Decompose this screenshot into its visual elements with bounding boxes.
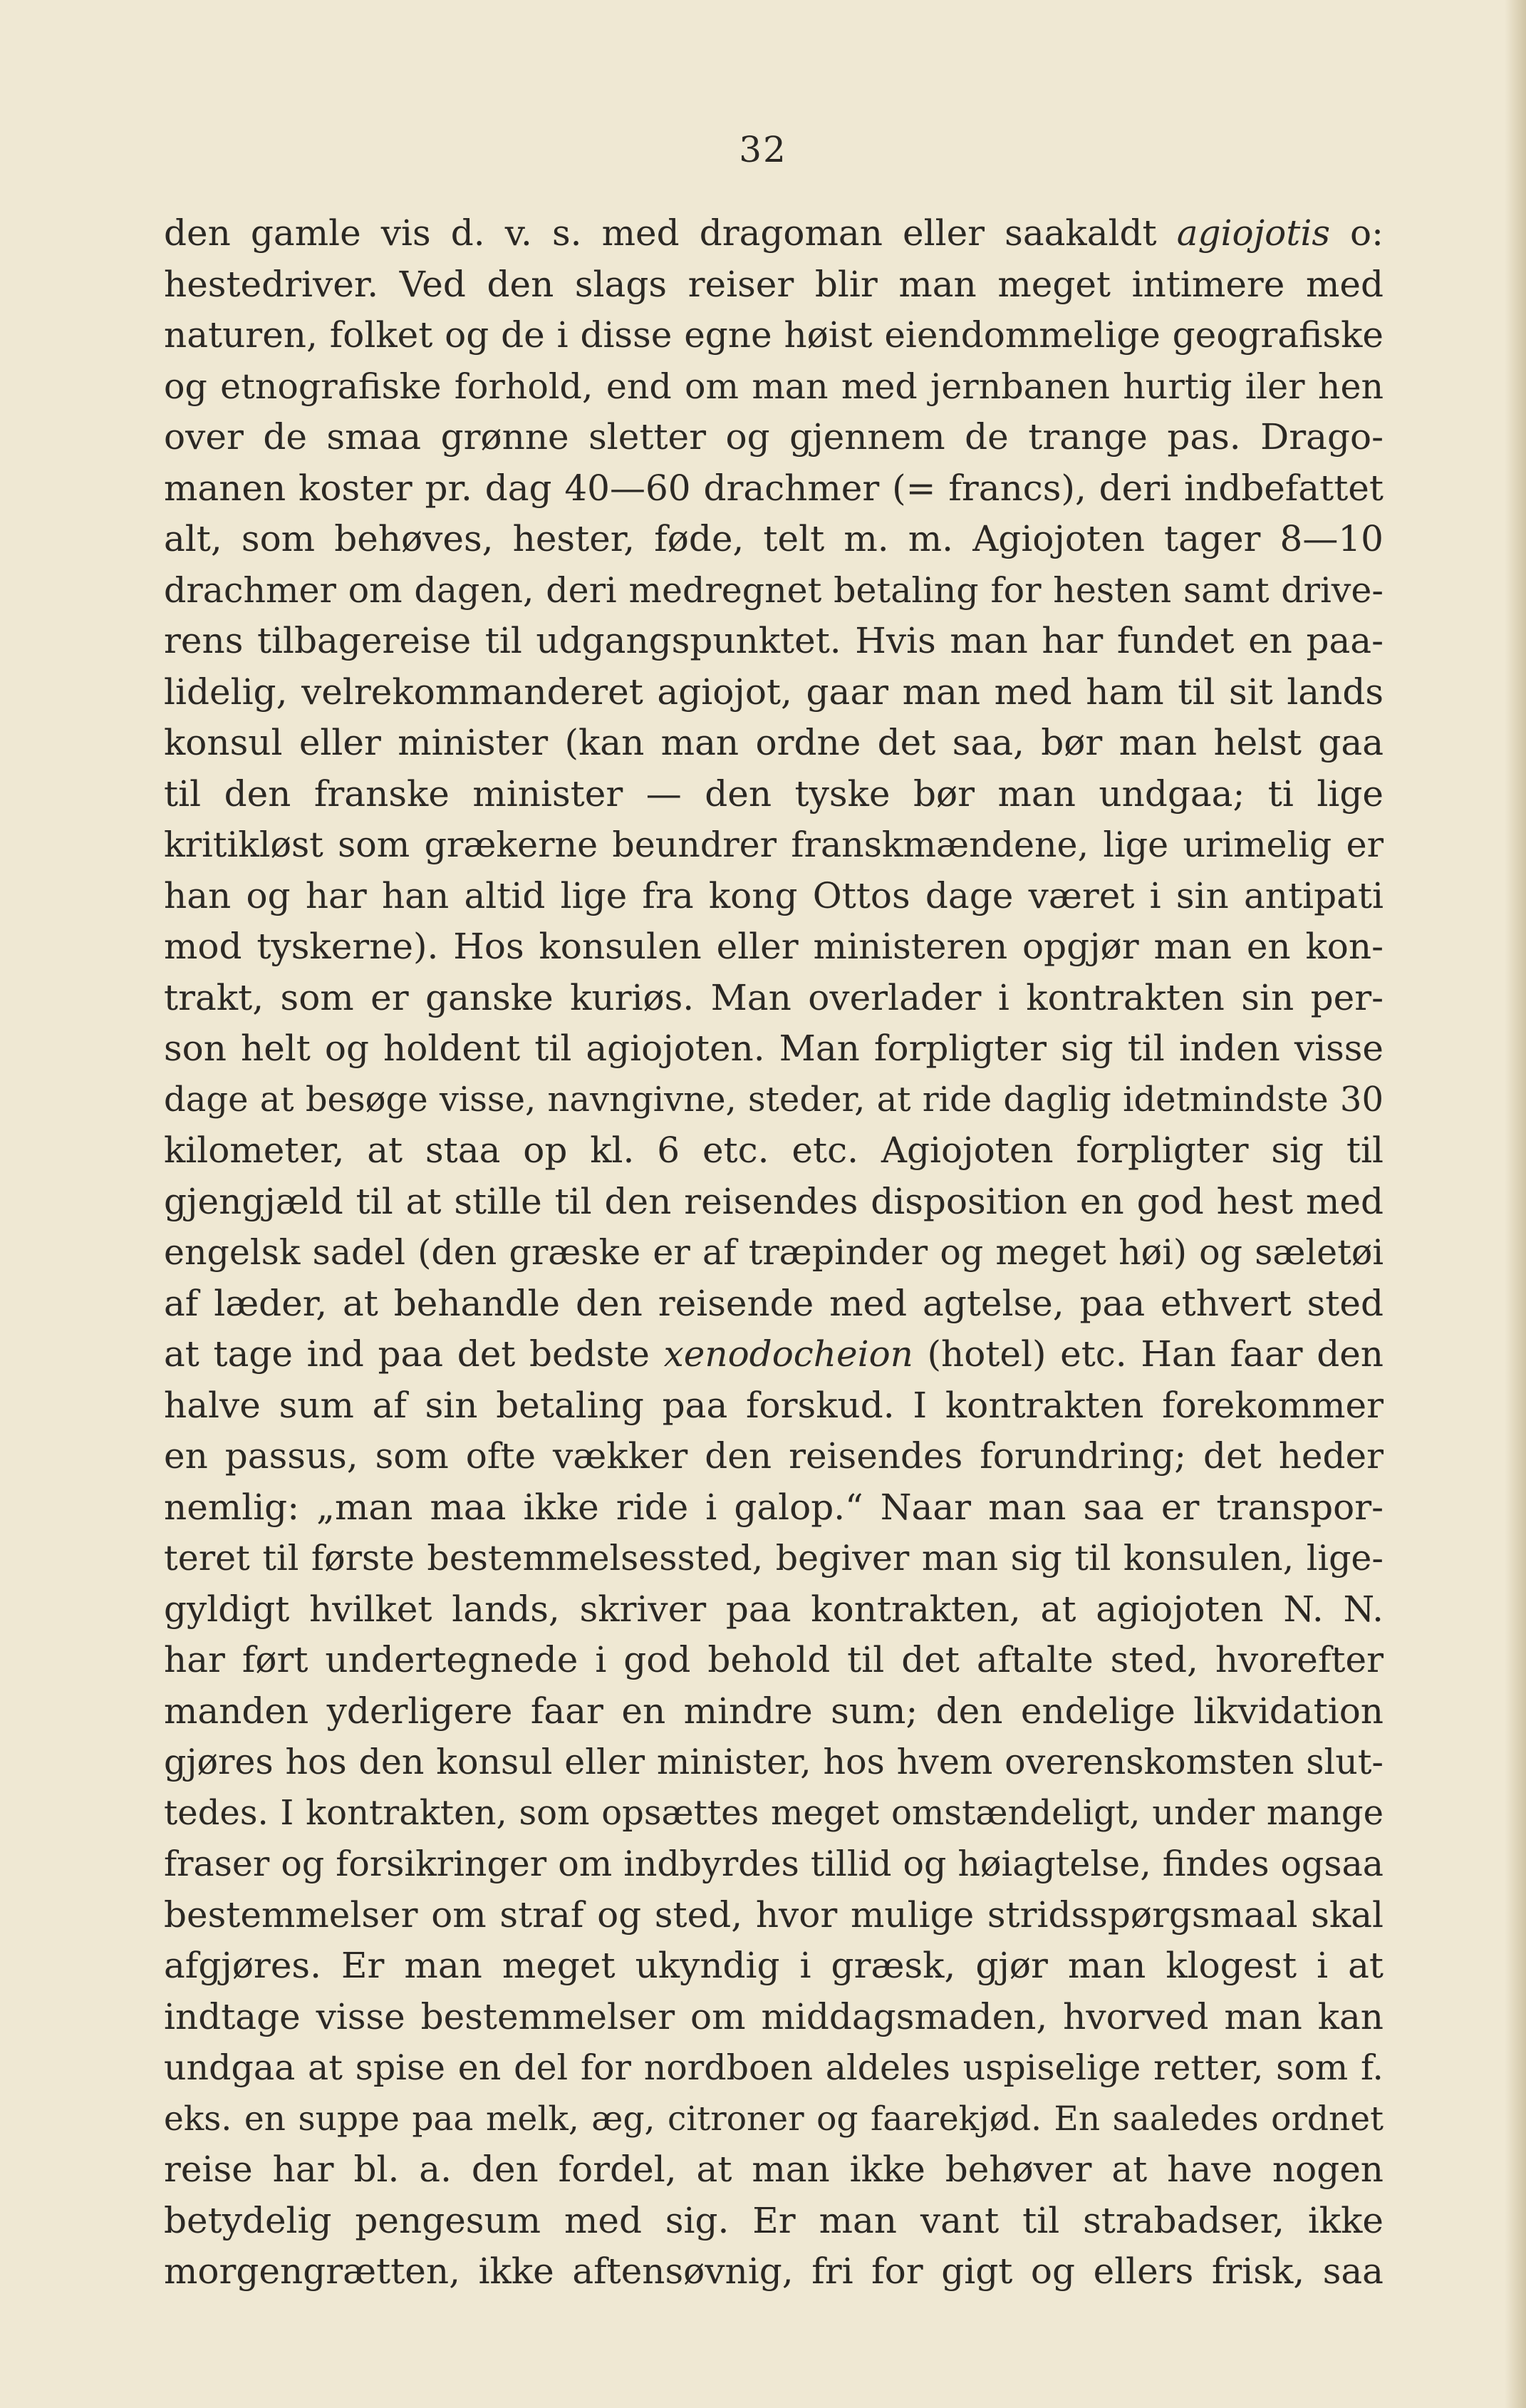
text-line: gjøres hos den konsul eller minister, hos hvem overenskomsten slut-	[164, 1742, 1384, 1782]
body-text	[164, 208, 1384, 2298]
text-line: alt, som behøves, hester, føde, telt m. m. Agiojoten tager 8—10	[164, 518, 1384, 559]
text-line: eks. en suppe paa melk, æg, citroner og faarekjød. En saaledes ordnet	[164, 2099, 1384, 2139]
text-line: indtage visse bestemmelser om middagsmaden, hvorved man kan	[164, 1995, 1384, 2037]
text-line: dage at besøge visse, navngivne, steder, at ride daglig idetmindste 30	[164, 1079, 1384, 1120]
text-line: naturen, folket og de i disse egne høist eiendommelige geografiske	[164, 314, 1384, 356]
text-line: reise har bl. a. den fordel, at man ikke behøver at have nogen	[164, 2149, 1384, 2190]
text-line: den gamle vis d. v. s. med dragoman eller saakaldt agiojotis o:	[164, 212, 1384, 254]
text-line: tedes. I kontrakten, som opsættes meget omstændeligt, under mange	[164, 1792, 1384, 1833]
text-line: rens tilbagereise til udgangspunktet. Hvis man har fundet en paa-	[164, 620, 1384, 661]
text-line: manden yderligere faar en mindre sum; den endelige likvidation	[164, 1690, 1384, 1732]
text-line: en passus, som ofte vækker den reisendes forundring; det heder	[164, 1435, 1384, 1477]
text-line: konsul eller minister (kan man ordne det saa, bør man helst gaa	[164, 722, 1384, 763]
text-line: lidelig, velrekommanderet agiojot, gaar man med ham til sit lands	[164, 671, 1384, 713]
text-line: fraser og forsikringer om indbyrdes tillid og høiagtelse, findes ogsaa	[164, 1844, 1384, 1884]
text-line: hestedriver. Ved den slags reiser blir man meget intimere med	[164, 263, 1384, 305]
text-line: bestemmelser om straf og sted, hvor mulige stridsspørgsmaal skal	[164, 1893, 1384, 1936]
text-line: gyldigt hvilket lands, skriver paa kontrakten, at agiojoten N. N.	[164, 1588, 1384, 1630]
text-line: teret til første bestemmelsessted, begiver man sig til konsulen, lige-	[164, 1538, 1384, 1578]
text-line: halve sum af sin betaling paa forskud. I kontrakten forekommer	[164, 1384, 1384, 1426]
text-line: undgaa at spise en del for nordboen aldeles uspiselige retter, som f.	[164, 2047, 1384, 2088]
text-line: gjengjæld til at stille til den reisendes disposition en god hest med	[164, 1180, 1384, 1222]
text-line: og etnografiske forhold, end om man med jernbanen hurtig iler hen	[164, 366, 1384, 407]
text-line: mod tyskerne). Hos konsulen eller ministeren opgjør man en kon-	[164, 926, 1384, 967]
text-line: af læder, at behandle den reisende med agtelse, paa ethvert sted	[164, 1282, 1384, 1324]
text-line: kritikløst som grækerne beundrer franskmændene, lige urimelig er	[164, 825, 1384, 865]
text-line: at tage ind paa det bedste xenodocheion (hotel) etc. Han faar den	[164, 1333, 1384, 1375]
text-line: kilometer, at staa op kl. 6 etc. etc. Agiojoten forpligter sig til	[164, 1130, 1384, 1171]
text-line: morgengrætten, ikke aftensøvnig, fri for gigt og ellers frisk, saa	[164, 2251, 1384, 2292]
text-line: engelsk sadel (den græske er af træpinder og meget høi) og sæletøi	[164, 1232, 1384, 1273]
text-line: manen koster pr. dag 40—60 drachmer (= francs), deri indbefattet	[164, 467, 1384, 509]
text-line: han og har han altid lige fra kong Ottos dage været i sin antipati	[164, 874, 1384, 916]
text-line: drachmer om dagen, deri medregnet betaling for hesten samt drive-	[164, 569, 1384, 611]
text-line: har ført undertegnede i god behold til det aftalte sted, hvorefter	[164, 1639, 1384, 1680]
text-line: betydelig pengesum med sig. Er man vant til strabadser, ikke	[164, 2199, 1384, 2241]
text-line: son helt og holdent til agiojoten. Man forpligter sig til inden visse	[164, 1028, 1384, 1069]
text-line: afgjøres. Er man meget ukyndig i græsk, gjør man klogest i at	[164, 1945, 1384, 1986]
text-line: nemlig: „man maa ikke ride i galop.“ Naar man saa er transpor-	[164, 1486, 1384, 1528]
page-number: 32	[739, 129, 787, 170]
text-line: til den franske minister — den tyske bør man undgaa; ti lige	[164, 772, 1384, 815]
text-line: trakt, som er ganske kuriøs. Man overlader i kontrakten sin per-	[164, 976, 1384, 1018]
text-line: over de smaa grønne sletter og gjennem de trange pas. Drago-	[164, 416, 1384, 458]
page-edge	[1505, 0, 1526, 2408]
